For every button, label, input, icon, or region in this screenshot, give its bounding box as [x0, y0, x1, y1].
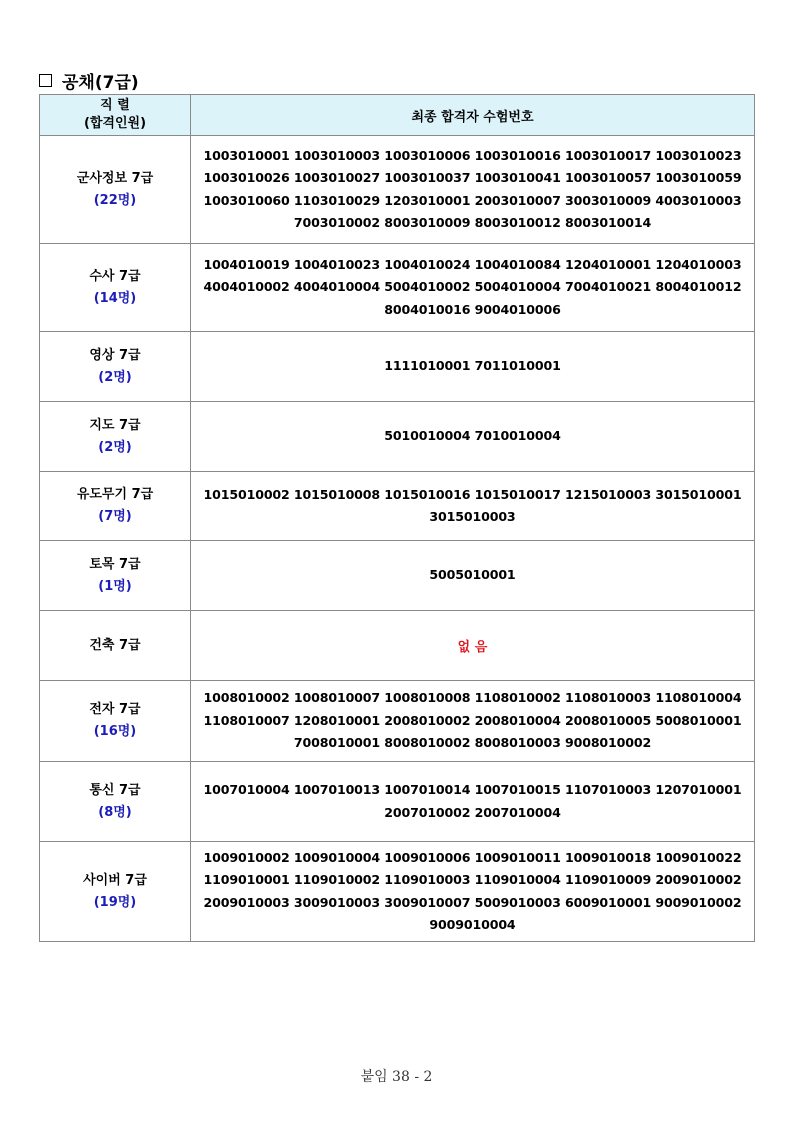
job-cell	[40, 244, 191, 332]
table-row	[40, 332, 755, 402]
job-cell	[40, 472, 191, 541]
job-count: (2명)	[98, 439, 132, 455]
job-count: (1명)	[98, 578, 132, 594]
table-row	[40, 762, 755, 842]
job-cell	[40, 681, 191, 762]
job-name: 토목 7급	[89, 556, 141, 572]
table-row	[40, 244, 755, 332]
job-cell	[40, 332, 191, 402]
job-count: (22명)	[93, 192, 137, 208]
job-name: 지도 7급	[89, 417, 141, 433]
section-heading	[39, 68, 139, 93]
job-cell	[40, 762, 191, 842]
header-job	[40, 95, 191, 136]
job-cell	[40, 611, 191, 681]
ids-cell: 1111010001 7011010001	[191, 332, 755, 402]
job-count: (7명)	[98, 509, 132, 524]
table-row	[40, 681, 755, 762]
job-cell	[40, 402, 191, 472]
job-name: 사이버 7급	[83, 872, 147, 888]
ids-cell: 5010010004 7010010004	[191, 402, 755, 472]
ids-cell: 1015010002 1015010008 1015010016 1015010017 1215010003 3015010001 3015010003	[191, 472, 755, 541]
table-row	[40, 136, 755, 244]
ids-cell: 1003010001 1003010003 1003010006 1003010016 1003010017 1003010023 1003010026 1003010027 1003010037 1003010041 1003010057 1003010059 1003010060 1103010029 1203010001 2003010007 3003010009 4003010003 7003010002 8003010009 8003010012 8003010014	[191, 136, 755, 244]
job-name: 전자 7급	[89, 702, 141, 717]
job-cell	[40, 541, 191, 611]
job-name: 수사 7급	[89, 268, 141, 284]
header-ids: 최종 합격자 수험번호	[191, 95, 755, 136]
job-name: 건축 7급	[89, 637, 141, 653]
page-footer: 붙임 38 - 2	[360, 1069, 433, 1085]
job-name: 군사정보 7급	[76, 170, 154, 186]
job-count: (14명)	[93, 290, 137, 306]
section-title: 공채(7급)	[62, 73, 139, 93]
job-name: 영상 7급	[89, 347, 141, 363]
table-header-row	[40, 95, 755, 136]
none-cell: 없 음	[191, 611, 755, 681]
job-count: (16명)	[93, 724, 137, 739]
header-job-title: 직 렬	[100, 98, 130, 113]
job-name: 통신 7급	[89, 782, 141, 798]
table-row	[40, 541, 755, 611]
ids-cell: 1009010002 1009010004 1009010006 1009010011 1009010018 1009010022 1109010001 1109010002 1109010003 1109010004 1109010009 2009010002 2009010003 3009010003 3009010007 5009010003 6009010001 9009010002 9009010004	[191, 842, 755, 942]
checkbox-icon	[39, 74, 52, 87]
ids-cell: 1008010002 1008010007 1008010008 1108010002 1108010003 1108010004 1108010007 1208010001 2008010002 2008010004 2008010005 5008010001 7008010001 8008010002 8008010003 9008010002	[191, 681, 755, 762]
job-count: (2명)	[98, 369, 132, 385]
ids-cell: 1007010004 1007010013 1007010014 1007010015 1107010003 1207010001 2007010002 2007010004	[191, 762, 755, 842]
table-row	[40, 402, 755, 472]
header-job-subtitle: (합격인원)	[83, 116, 147, 131]
table-row	[40, 611, 755, 681]
job-count: (8명)	[98, 804, 132, 820]
results-table	[39, 94, 755, 942]
table-row	[40, 472, 755, 541]
table-row	[40, 842, 755, 942]
job-count: (19명)	[93, 894, 137, 910]
job-name: 유도무기 7급	[76, 487, 154, 502]
ids-cell: 1004010019 1004010023 1004010024 1004010084 1204010001 1204010003 4004010002 4004010004 5004010002 5004010004 7004010021 8004010012 8004010016 9004010006	[191, 244, 755, 332]
ids-cell: 5005010001	[191, 541, 755, 611]
job-cell	[40, 136, 191, 244]
job-cell	[40, 842, 191, 942]
